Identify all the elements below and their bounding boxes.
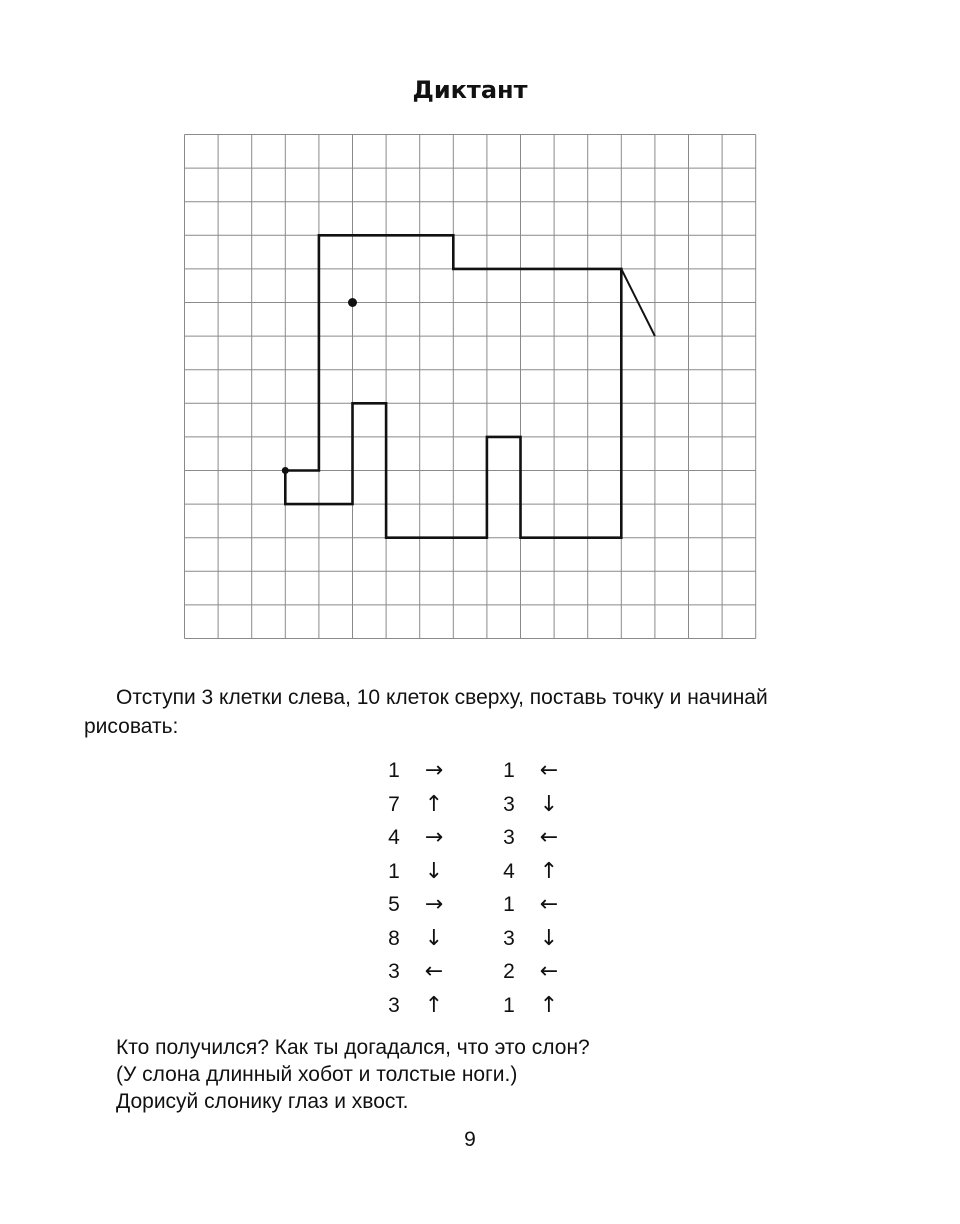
command-row	[498, 890, 564, 924]
right-arrow-icon: →	[424, 825, 444, 850]
right-arrow-icon: →	[424, 892, 444, 917]
command-row	[383, 991, 449, 1025]
up-arrow-icon: ↑	[539, 992, 559, 1018]
elephant-figure	[282, 235, 655, 537]
up-arrow-icon: ↑	[539, 858, 559, 884]
closing-text	[116, 1034, 590, 1115]
commands-right-column	[498, 756, 564, 1024]
command-row	[383, 957, 449, 991]
left-arrow-icon: ←	[539, 892, 559, 917]
grid-canvas	[180, 130, 760, 642]
left-arrow-icon: ←	[539, 758, 559, 783]
command-row	[498, 823, 564, 857]
up-arrow-icon: ↑	[424, 992, 444, 1018]
down-arrow-icon: ↓	[539, 791, 559, 817]
step-count: 1	[503, 893, 515, 916]
command-row	[383, 857, 449, 891]
command-row	[383, 890, 449, 924]
step-count: 4	[388, 826, 400, 849]
command-row	[498, 991, 564, 1025]
grid-lines	[185, 135, 756, 639]
command-row	[498, 790, 564, 824]
step-count: 3	[503, 826, 515, 849]
down-arrow-icon: ↓	[424, 858, 444, 884]
step-count: 1	[503, 993, 515, 1017]
left-arrow-icon: ←	[539, 825, 559, 850]
step-count: 3	[503, 926, 515, 950]
commands-left-column	[383, 756, 449, 1024]
left-arrow-icon: ←	[424, 959, 444, 984]
page-number: 9	[464, 1128, 476, 1151]
step-count: 8	[388, 926, 400, 950]
elephant-dot	[348, 298, 357, 307]
up-arrow-icon: ↑	[424, 791, 444, 817]
down-arrow-icon: ↓	[539, 925, 559, 951]
command-row	[383, 790, 449, 824]
page-title: Диктант	[412, 76, 528, 104]
command-row	[498, 756, 564, 790]
step-count: 1	[388, 859, 400, 883]
start-dot	[282, 467, 289, 474]
down-arrow-icon: ↓	[424, 925, 444, 951]
step-count: 2	[503, 960, 515, 983]
step-count: 3	[388, 993, 400, 1017]
left-arrow-icon: ←	[539, 959, 559, 984]
command-row	[383, 924, 449, 958]
command-row	[498, 924, 564, 958]
step-count: 4	[503, 859, 515, 883]
command-row	[498, 957, 564, 991]
step-count: 3	[503, 792, 515, 816]
step-count: 5	[388, 893, 400, 916]
step-count: 3	[388, 960, 400, 983]
command-row	[498, 857, 564, 891]
task-text: Дорисуй слонику глаз и хвост.	[116, 1090, 409, 1113]
instruction-text: Отступи 3 клетки слева, 10 клеток сверху, поставь точку и начинай рисовать:	[84, 686, 768, 738]
step-count: 7	[388, 792, 400, 816]
command-row	[383, 756, 449, 790]
question-text: Кто получился? Как ты догадался, что это слон?	[116, 1036, 590, 1059]
command-row	[383, 823, 449, 857]
right-arrow-icon: →	[424, 758, 444, 783]
answer-text: (У слона длинный хобот и толстые ноги.)	[116, 1063, 518, 1086]
step-count: 1	[503, 759, 515, 782]
step-count: 1	[388, 759, 400, 782]
